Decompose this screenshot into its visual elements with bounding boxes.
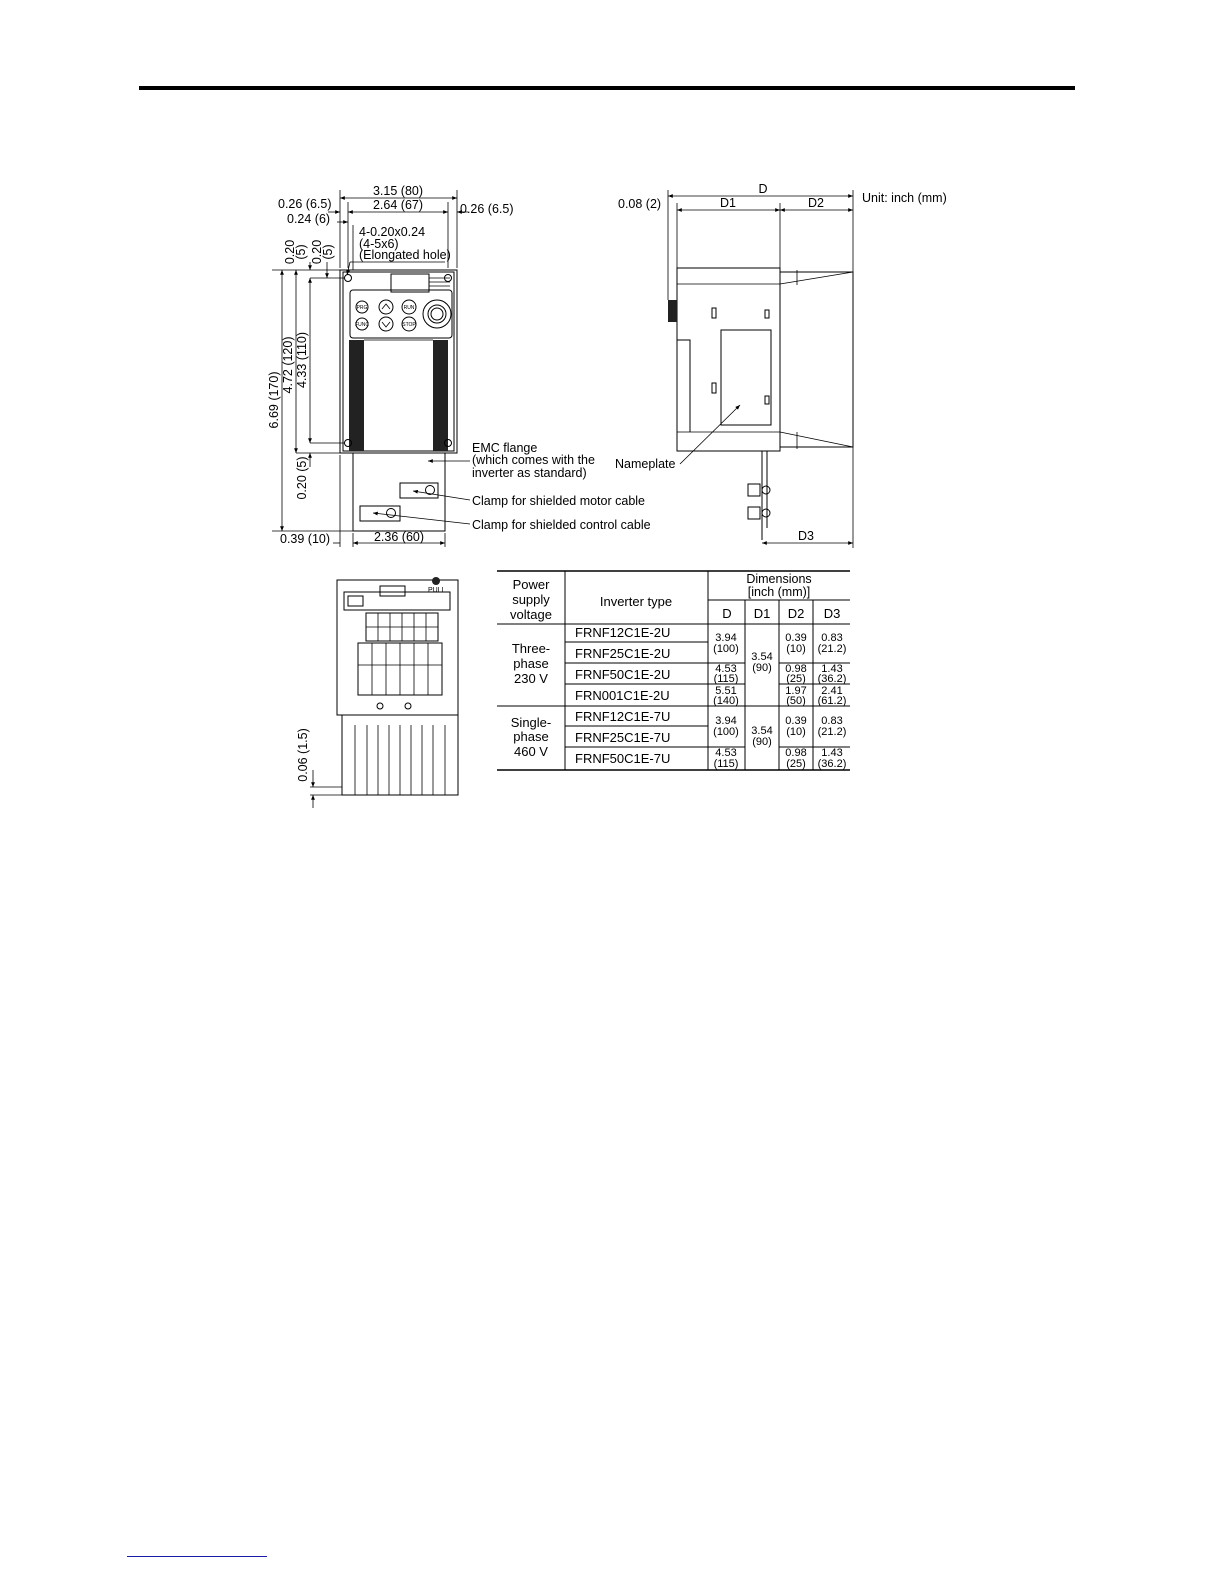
dim-flange-offset: 0.39 (10) <box>280 532 331 546</box>
d2-val-2-mm: (25) <box>786 673 806 685</box>
d2-val-1: 0.39 <box>785 632 807 644</box>
d2-val-4: 0.39 <box>785 715 807 727</box>
d-val-4: 3.94 <box>715 715 737 727</box>
dim-left-edge: 0.26 (6.5) <box>278 197 332 211</box>
type-row-5: FRNF12C1E-7U <box>575 709 671 724</box>
d2-val-5: 0.98 <box>785 747 807 759</box>
dim-top-margin-a-mm: (5) <box>294 244 308 260</box>
dim-d2-label: D2 <box>808 196 824 210</box>
d2-val-2: 0.98 <box>785 663 807 675</box>
side-heatsink <box>780 272 853 447</box>
hole-spec-line3: (Elongated hole) <box>359 248 451 262</box>
pull-label: PULL <box>428 587 446 594</box>
d1-val-2: 3.54 <box>751 725 773 737</box>
type-row-6: FRNF25C1E-7U <box>575 730 671 745</box>
d3-val-5-mm: (36.2) <box>817 758 847 770</box>
type-row-4: FRN001C1E-2U <box>575 688 670 703</box>
group2-1: Single- <box>510 715 552 730</box>
clamp-motor-label: Clamp for shielded motor cable <box>472 494 645 508</box>
group2-2: phase <box>513 729 549 744</box>
dim-hole-height: 4.33 (110) <box>295 331 309 389</box>
head-power-2: supply <box>512 592 550 607</box>
head-dims-1: Dimensions <box>746 572 812 586</box>
nameplate-area <box>721 330 771 425</box>
dim-top-margin-b-mm: (5) <box>321 244 335 260</box>
group1-3: 230 V <box>514 671 548 686</box>
dim-d-label: D <box>758 182 768 196</box>
dim-hole-pitch: 2.64 (67) <box>372 198 424 212</box>
front-view <box>267 184 651 547</box>
type-row-3: FRNF50C1E-2U <box>575 667 671 682</box>
col-d2: D2 <box>787 606 805 621</box>
clamp-control-label: Clamp for shielded control cable <box>472 518 651 532</box>
nameplate-label: Nameplate <box>615 457 676 471</box>
dim-top-margin-b: 0.20 <box>310 239 324 265</box>
run-key-label: RUN <box>403 305 415 311</box>
d-val-5-mm: (115) <box>713 758 739 770</box>
dimension-table <box>497 571 850 770</box>
d3-val-3-mm: (61.2) <box>817 695 847 707</box>
terminal-block <box>358 613 442 695</box>
led-display <box>391 274 429 292</box>
type-row-1: FRNF12C1E-2U <box>575 625 671 640</box>
d3-val-4: 0.83 <box>821 715 843 727</box>
head-power-1: Power <box>512 577 550 592</box>
d-val-3: 5.51 <box>715 685 737 697</box>
footnote-rule <box>127 1556 267 1557</box>
d-val-2: 4.53 <box>715 663 737 675</box>
col-d3: D3 <box>823 606 841 621</box>
d3-val-2-mm: (36.2) <box>817 673 847 685</box>
func-key-label: FUNC <box>355 322 369 328</box>
bottom-view <box>296 577 458 808</box>
d3-val-5: 1.43 <box>821 747 843 759</box>
down-key <box>379 317 393 331</box>
potentiometer-knob <box>423 300 451 328</box>
dim-width-top: 3.15 (80) <box>372 184 424 198</box>
d-val-4-mm: (100) <box>713 726 739 738</box>
d3-val-2: 1.43 <box>821 663 843 675</box>
body-rib-left <box>349 340 364 451</box>
d3-val-1: 0.83 <box>821 632 843 644</box>
motor-cable-clamp <box>400 483 438 498</box>
head-type: Inverter type <box>599 594 673 609</box>
emc-flange-label-3: inverter as standard) <box>472 466 587 480</box>
hole-spec-line1: 4-0.20x0.24 <box>359 225 426 239</box>
dim-d1-label: D1 <box>720 196 736 210</box>
d2-val-3-mm: (50) <box>786 695 806 707</box>
group1-2: phase <box>513 656 549 671</box>
prg-key-label: PRG <box>356 305 368 311</box>
group1-1: Three- <box>511 641 551 656</box>
d1-val-1: 3.54 <box>751 651 773 663</box>
type-row-7: FRNF50C1E-7U <box>575 751 671 766</box>
emc-flange-label-2: (which comes with the <box>472 453 595 467</box>
d3-val-1-mm: (21.2) <box>817 643 847 655</box>
head-dims-2: [inch (mm)] <box>747 585 811 599</box>
dim-total-height: 6.69 (170) <box>267 371 281 429</box>
d2-val-4-mm: (10) <box>786 726 806 738</box>
unit-label: Unit: inch (mm) <box>862 191 947 205</box>
emc-flange-label-1: EMC flange <box>472 441 538 455</box>
d-val-1: 3.94 <box>715 632 737 644</box>
d-val-2-mm: (115) <box>713 673 739 685</box>
d2-val-5-mm: (25) <box>786 758 806 770</box>
body-rib-right <box>433 340 448 451</box>
d1-val-1-mm: (90) <box>752 662 772 674</box>
d3-val-4-mm: (21.2) <box>817 726 847 738</box>
d-val-5: 4.53 <box>715 747 737 759</box>
dim-d3-label: D3 <box>798 529 814 543</box>
dim-bottom-margin: 0.20 (5) <box>295 456 309 500</box>
up-key <box>379 300 393 314</box>
dim-fin: 0.06 (1.5) <box>296 728 310 782</box>
head-power-3: voltage <box>510 607 552 622</box>
side-view <box>615 182 947 548</box>
d-val-3-mm: (140) <box>713 695 739 707</box>
d-val-1-mm: (100) <box>713 643 739 655</box>
group2-3: 460 V <box>514 744 548 759</box>
type-row-2: FRNF25C1E-2U <box>575 646 671 661</box>
dim-body-height: 4.72 (120) <box>281 336 295 394</box>
dim-hole-offset: 0.24 (6) <box>287 212 331 226</box>
keypad-panel <box>350 290 452 338</box>
d1-val-2-mm: (90) <box>752 736 772 748</box>
col-d1: D1 <box>753 606 771 621</box>
stop-key-label: STOP <box>402 322 416 328</box>
hole-spec-line2: (4-5x6) <box>359 237 399 251</box>
keypad-edge <box>668 300 677 322</box>
d3-val-3: 2.41 <box>821 685 843 697</box>
side-body <box>677 268 780 451</box>
d2-val-3: 1.97 <box>785 685 807 697</box>
d2-val-1-mm: (10) <box>786 643 806 655</box>
mount-hole-tl <box>345 275 352 282</box>
dim-flange-width: 2.36 (60) <box>373 530 425 544</box>
dim-right-edge: 0.26 (6.5) <box>460 202 514 216</box>
dim-top-margin-a: 0.20 <box>283 239 297 265</box>
dim-front-offset: 0.08 (2) <box>618 197 662 211</box>
col-d: D <box>722 606 732 621</box>
